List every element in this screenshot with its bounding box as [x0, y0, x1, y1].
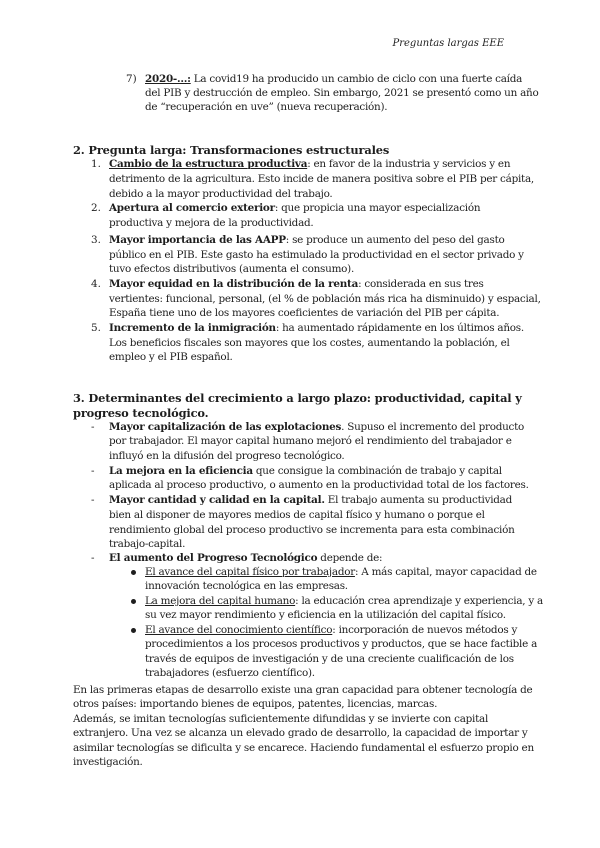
s3-dash-3: -	[91, 494, 95, 506]
s2-item-5-line-2: Los beneficios fiscales son mayores que los costes, aumentando la población, el	[109, 337, 510, 349]
s2-item-3-rest: : se produce un aumento del peso del gasto	[285, 234, 505, 246]
s3-dash-4: -	[91, 552, 95, 564]
item-7-year: 2020-…:	[145, 73, 191, 85]
bullet-3-line-3: través de equipos de investigación y de una creciente cualificación de los	[145, 653, 514, 665]
s2-item-1-line-3: debido a la mayor productividad del trabajo.	[109, 188, 333, 200]
closing-line-4: extranjero. Una vez se alcanza un elevado grado de desarrollo, la capacidad de importar y	[73, 727, 528, 739]
s2-item-4-title: Mayor equidad en la distribución de la renta	[109, 278, 359, 290]
s3-item-3-line-1	[109, 494, 512, 507]
s2-item-4-line-3: España tiene uno de los mayores coeficientes de variación del PIB per cápita.	[109, 307, 500, 319]
bullet-3-line-4: trabajadores (esfuerzo científico).	[145, 667, 315, 679]
s2-item-5-rest: : ha aumentado rápidamente en los últimos años.	[275, 322, 524, 334]
s2-item-3-line-2: público en el PIB. Este gasto ha estimulado la productividad en el sector privado y	[109, 249, 524, 261]
item-7-line-2: del PIB y destrucción de empleo. Sin embargo, 2021 se presentó como un año	[145, 87, 539, 99]
s2-item-5-number: 5.	[91, 322, 101, 334]
s3-item-3-rest: El trabajo aumenta su productividad	[324, 494, 513, 506]
bullet-2-rest: : la educación crea aprendizaje y experiencia, y a	[295, 595, 543, 607]
s3-item-1-line-1	[109, 421, 524, 434]
bullet-1-line-1	[145, 566, 537, 579]
bullet-1-dot	[131, 570, 136, 575]
s3-item-3-line-3: rendimiento global del proceso productivo se incrementa para esta combinación	[109, 524, 515, 536]
section-3-heading-line-1: 3. Determinantes del crecimiento a largo plazo: productividad, capital y	[73, 391, 522, 405]
bullet-3-rest: : incorporación de nuevos métodos y	[332, 624, 518, 636]
page-header-title: Preguntas largas EEE	[392, 38, 504, 49]
s3-item-3-title: Mayor cantidad y calidad en la capital.	[109, 494, 325, 506]
s2-item-3-line-1	[109, 234, 505, 247]
bullet-3-line-1	[145, 624, 517, 637]
s3-item-4-rest: depende de:	[317, 552, 383, 564]
s3-item-1-rest: . Supuso el incremento del producto	[341, 421, 525, 433]
s2-item-1-rest: : en favor de la industria y servicios y en	[307, 158, 511, 170]
item-7-text-1: La covid19 ha producido un cambio de ciclo con una fuerte caída	[190, 73, 523, 85]
s3-item-3-line-4: trabajo-capital.	[109, 538, 186, 550]
s3-item-2-title: La mejora en la eficiencia	[109, 465, 253, 477]
s2-item-3-line-3: tuvo efectos distributivos (aumenta el consumo).	[109, 263, 355, 275]
s3-item-2-line-1	[109, 465, 502, 478]
bullet-1-line-2: innovación tecnológica en las empresas.	[145, 580, 348, 592]
bullet-1-title: El avance del capital físico por trabajador	[145, 566, 355, 578]
s3-item-4-title: El aumento del Progreso Tecnológico	[109, 552, 318, 564]
s2-item-4-line-1	[109, 278, 484, 291]
s3-item-1-line-3: influyó en la difusión del progreso tecnológico.	[109, 450, 345, 462]
s3-dash-2: -	[91, 465, 95, 477]
section-2-heading: 2. Pregunta larga: Transformaciones estructurales	[73, 143, 390, 157]
closing-line-3: Además, se imitan tecnologías suficientemente difundidas y se invierte con capital	[73, 713, 489, 725]
s2-item-2-title: Apertura al comercio exterior	[109, 202, 275, 214]
bullet-2-title: La mejora del capital humano	[145, 595, 296, 607]
s2-item-1-line-2: detrimento de la agricultura. Esto incide de manera positiva sobre el PIB per cápita,	[109, 173, 534, 185]
s2-item-5-line-1	[109, 322, 524, 335]
bullet-3-title: El avance del conocimiento científico	[145, 624, 333, 636]
s2-item-1-title: Cambio de la estructura productiva	[109, 158, 308, 170]
section-3-heading-line-2: progreso tecnológico.	[73, 406, 209, 420]
s3-item-2-rest: que consigue la combinación de trabajo y capital	[252, 465, 502, 477]
item-7-line-1	[145, 73, 522, 86]
bullet-2-line-1	[145, 595, 543, 608]
closing-line-6: investigación.	[73, 756, 143, 768]
bullet-3-line-2: procedimientos a los procesos productivos y productos, que se hace factible a	[145, 638, 538, 650]
s2-item-5-title: Incremento de la inmigración	[109, 322, 276, 334]
s3-item-4-line-1	[109, 552, 382, 565]
s3-item-3-line-2: bien al disponer de mayores medios de capital físico y humano o porque el	[109, 509, 485, 521]
bullet-2-dot	[131, 599, 136, 604]
s2-item-1-line-1	[109, 158, 510, 171]
s2-item-1-number: 1.	[91, 158, 101, 170]
item-7-line-3: de “recuperación en uve” (nueva recuperación).	[145, 101, 388, 113]
closing-line-1: En las primeras etapas de desarrollo existe una gran capacidad para obtener tecnología de	[73, 684, 533, 696]
bullet-2-line-2: su vez mayor rendimiento y eficiencia en la utilización del capital físico.	[145, 609, 506, 621]
s3-item-1-title: Mayor capitalización de las explotaciones	[109, 421, 342, 433]
item-7-number: 7)	[126, 73, 137, 85]
s2-item-4-rest: : considerada en sus tres	[358, 278, 484, 290]
closing-line-5: asimilar tecnologías se dificulta y se encarece. Haciendo fundamental el esfuerzo propio en	[73, 742, 534, 754]
s2-item-3-title: Mayor importancia de las AAPP	[109, 234, 286, 246]
s3-item-1-line-2: por trabajador. El mayor capital humano mejoró el rendimiento del trabajador e	[109, 435, 512, 447]
s3-dash-1: -	[91, 421, 95, 433]
s2-item-2-line-2: productiva y mejora de la productividad.	[109, 217, 314, 229]
s2-item-5-line-3: empleo y el PIB español.	[109, 351, 233, 363]
s2-item-2-rest: : que propicia una mayor especialización	[274, 202, 481, 214]
s2-item-2-line-1	[109, 202, 480, 215]
bullet-3-dot	[131, 628, 136, 633]
s2-item-3-number: 3.	[91, 234, 101, 246]
closing-line-2: otros países: importando bienes de equipos, patentes, licencias, marcas.	[73, 698, 438, 710]
s2-item-4-number: 4.	[91, 278, 101, 290]
s2-item-4-line-2: vertientes: funcional, personal, (el % de población más rica ha disminuido) y espacial,	[109, 293, 541, 305]
s3-item-2-line-2: aplicada al proceso productivo, o aumento en la productividad total de los factores.	[109, 479, 529, 491]
bullet-1-rest: : A más capital, mayor capacidad de	[354, 566, 537, 578]
s2-item-2-number: 2.	[91, 202, 101, 214]
